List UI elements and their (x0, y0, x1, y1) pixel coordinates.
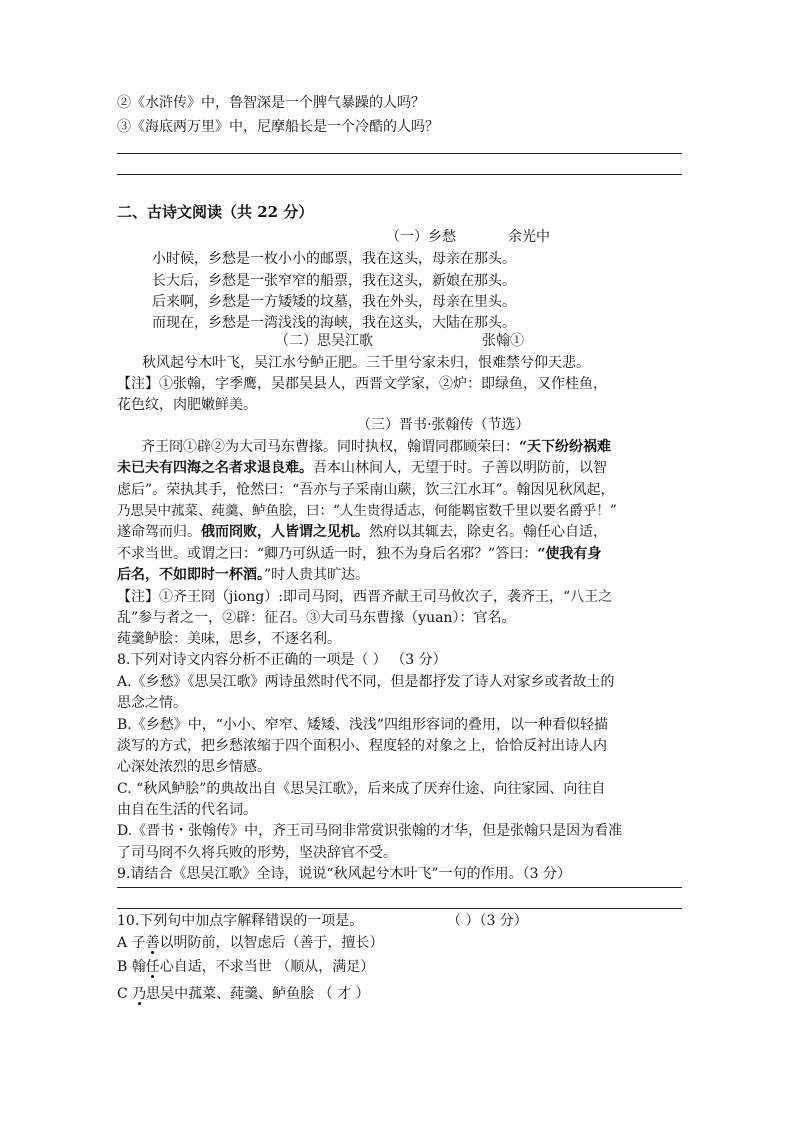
question-10-stem: 10.下列句中加点字解释错误的一项是。 (117, 913, 364, 929)
option-c (117, 984, 370, 1004)
dotted-character: 善 (145, 935, 160, 951)
option-a (117, 933, 384, 953)
poem-line: 长大后，乡愁是一张窄窄的船票，我在这头，新娘在那头。 (152, 273, 516, 289)
passage-text: 齐王冏①辟②为大司马东曹掾。同时执权，翰谓同郡顾荣曰： (141, 439, 519, 455)
option-label: A 子 (117, 935, 146, 951)
option-b: B.《乡愁》中，“小小、窄窄、矮矮、浅浅”四组形容词的叠用，以一种看似轻描 (117, 717, 609, 733)
poem-author: 张翰① (482, 333, 524, 349)
answer-line (117, 908, 682, 909)
answer-line (117, 153, 682, 154)
poem-title: （一）乡愁 (386, 229, 456, 245)
option-c: C. “秋风鲈脍”的典故出自《思吴江歌》，后来成了厌弃仕途、向往家园、向往自 (117, 781, 606, 797)
passage-text: 不求当世。或谓之曰：“卿乃可纵适一时，独不为身后名邪？”答曰： (117, 546, 538, 562)
section-title: 二、古诗文阅读（共 22 分） (117, 203, 314, 221)
poem-line: 小时候，乡愁是一枚小小的邮票，我在这头，母亲在那头。 (152, 251, 516, 267)
passage-text: 遂命驾而归。 (117, 524, 201, 540)
passage-bold-text: “使我有身 (537, 546, 602, 562)
passage-line (117, 565, 369, 585)
passage-title: （三）晋书·张翰传（节选） (357, 417, 530, 433)
question-9-stem: 9.请结合《思吴江歌》全诗，说说“秋风起兮木叶飞”一句的作用。（3 分） (117, 866, 572, 882)
option-b: 心深处浓烈的思乡情感。 (117, 759, 271, 775)
dotted-character: 任 (145, 959, 160, 975)
answer-line (117, 174, 682, 175)
option-label: C (117, 986, 133, 1002)
note-line: 【注】①张翰，字季鹰，吴郡吴县人，西晋文学家，②炉：即绿鱼，又作桂鱼， (117, 376, 607, 392)
passage-line (117, 544, 601, 564)
option-label: B 翰 (117, 959, 146, 975)
option-d: 了司马冏不久将兵败的形势，坚决辞官不受。 (117, 845, 397, 861)
option-a: 思念之情。 (117, 695, 187, 711)
passage-line: 虑后”。荣执其手，怆然曰：“吾亦与子采南山蕨，饮三江水耳”。翰因见秋风起， (117, 482, 615, 498)
question-line: ②《水浒传》中，鲁智深是一个脾气暴躁的人吗？ (117, 95, 425, 111)
poem-title: （二）思吴江歌 (275, 333, 373, 349)
question-line: ③《海底两万里》中，尼摩船长是一个冷酷的人吗？ (117, 119, 439, 135)
option-b: 淡写的方式，把乡愁浓缩于四个面积小、程度轻的对象之上，恰恰反衬出诗人内 (117, 738, 607, 754)
option-text: 以明防前，以智虑后（善于，擅长） (159, 935, 384, 951)
note-line: 莼羹鲈脍：美味，思乡，不逐名利。 (117, 631, 341, 647)
poem-line: 后来啊，乡愁是一方矮矮的坟墓，我在外头，母亲在里头。 (152, 294, 516, 310)
poem-line: 而现在，乡愁是一湾浅浅的海峡，我在这头，大陆在那头。 (152, 315, 516, 331)
answer-blank: （ ）（3 分） (447, 913, 528, 929)
note-line: 【注】①齐王冏（jiong）:即司马冏，西晋齐献王司马攸次子，袭齐王，“八王之 (117, 589, 613, 605)
passage-line (141, 437, 611, 457)
option-c: 由自在生活的代名词。 (117, 802, 257, 818)
passage-bold-text: “天下纷纷祸难 (519, 439, 612, 455)
option-text: 思吴中菰菜、莼羹、鲈鱼脍 （ 才 ） (146, 986, 370, 1002)
passage-bold-text: 未已夫有四海之名者求退良难。 (117, 460, 313, 476)
question-8-stem: 8.下列对诗文内容分析不正确的一项是（ ） （3 分） (117, 652, 447, 668)
passage-text: 吾本山林间人，无望于时。子善以明防前，以智 (313, 460, 607, 476)
passage-line (117, 522, 607, 542)
option-d: D.《晋书・张翰传》中，齐王司马冏非常赏识张翰的才华，但是张翰只是因为看准 (117, 823, 623, 839)
answer-line (117, 887, 682, 888)
passage-line: 乃思吴中菰菜、莼羹、鲈鱼脍，曰：“人生贵得适志，何能羁宦数千里以要名爵乎！” (117, 503, 617, 519)
passage-line (117, 458, 607, 478)
poem-text: 秋风起兮木叶飞，吴江水兮鲈正肥。三千里兮家未归，恨难禁兮仰天悲。 (142, 355, 590, 371)
dotted-character: 乃 (132, 986, 147, 1002)
poem-author: 余光中 (508, 229, 550, 245)
note-line: 花色纹，肉肥嫩鲜美。 (117, 397, 257, 413)
passage-bold-text: 俄而冏败，人皆谓之见机。 (201, 524, 369, 540)
option-a: A.《乡愁》《思吴江歌》两诗虽然时代不同，但是都抒发了诗人对家乡或者故土的 (117, 674, 615, 690)
option-b (117, 957, 374, 977)
note-line: 乱”参与者之一，②辟：征召。③大司马东曹掾（yuan）：官名。 (117, 610, 516, 626)
passage-text: 然府以其辄去，除吏名。翰任心自适， (369, 524, 607, 540)
passage-text: ”时人贵其旷达。 (264, 567, 370, 583)
option-text: 心自适，不求当世 （顺从，满足） (159, 959, 375, 975)
passage-bold-text: 后名，不如即时一杯酒。 (117, 567, 264, 583)
